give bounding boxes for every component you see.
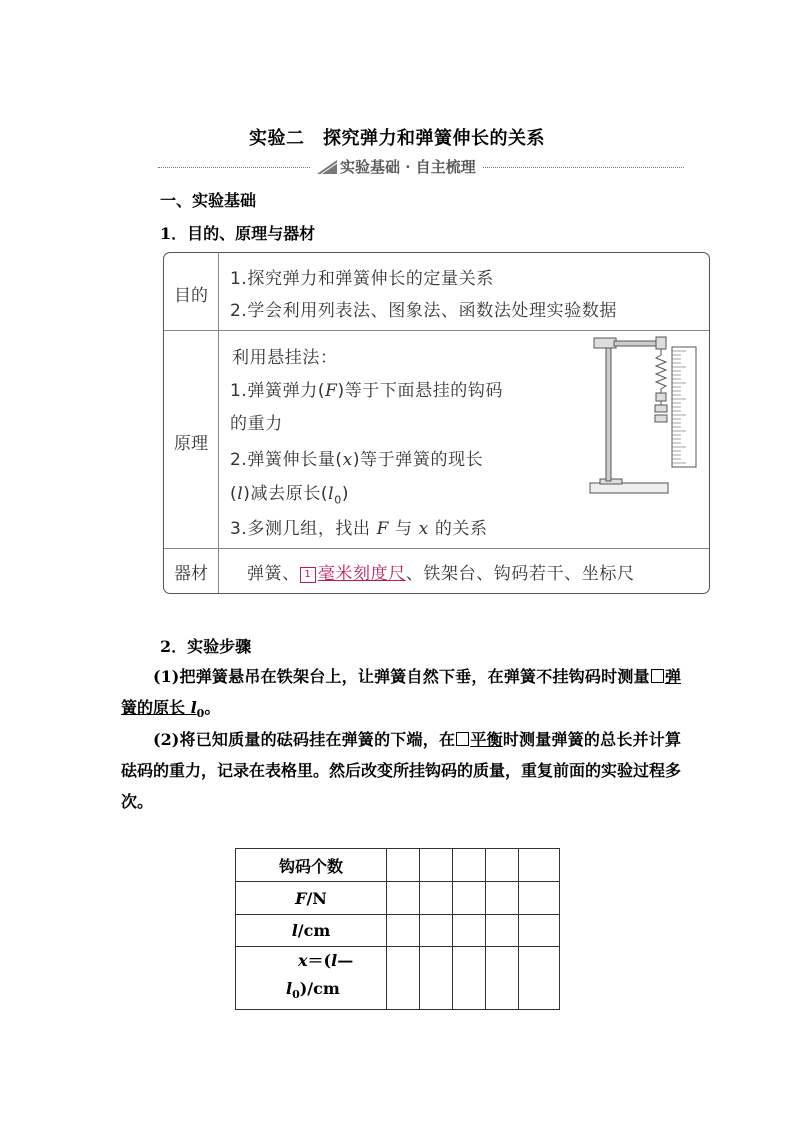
answer-blank — [651, 669, 664, 683]
principle-line-2b: (l)减去原长$(l_0)$ — [230, 484, 350, 507]
wedge-icon — [317, 160, 337, 174]
table-row — [236, 915, 560, 947]
purpose-line-2: 2.学会利用列表法、图象法、函数法处理实验数据 — [230, 301, 618, 321]
spring-apparatus-figure — [586, 335, 698, 499]
principle-line-2: 2.弹簧伸长量(x)等于弹簧的现长 — [230, 450, 484, 470]
page-title: 实验二 探究弹力和弹簧伸长的关系 — [249, 128, 545, 149]
answer-original-length: 弹簧的原长 $l_0$ — [121, 667, 681, 721]
subheading-purpose: 1．目的、原理与器材 — [160, 224, 316, 243]
purpose-line-1: 1.探究弹力和弹簧伸长的定量关系 — [230, 269, 494, 289]
info-table — [163, 252, 710, 594]
row-divider — [164, 330, 709, 331]
principle-line-1b: 的重力 — [230, 414, 283, 434]
answer-ruler: 毫米刻度尺 — [317, 564, 406, 584]
step-1: (1)把弹簧悬吊在铁架台上，让弹簧自然下垂，在弹簧不挂钩码时测量 弹簧的原长 $l_0$。 — [121, 667, 681, 721]
column-divider — [218, 253, 219, 593]
table-row — [236, 947, 560, 1010]
purpose-label: 目的 — [174, 286, 208, 306]
section-banner — [158, 156, 684, 176]
principle-line-3: 3.多测几组，找出 F 与 x 的关系 — [230, 519, 488, 539]
section-heading-steps: 2．实验步骤 — [160, 637, 252, 656]
answer-blank — [456, 732, 469, 746]
step-2: (2)将已知质量的砝码挂在弹簧的下端，在 平衡时测量弹簧的总长并计算砝码的重力，记录在表格里。然后改变所挂钩码的质量，重复前面的实验过程多次。 — [121, 730, 682, 811]
row-label-weights: 钩码个数 — [236, 849, 387, 882]
row-label-force: F/N — [236, 882, 387, 915]
answer-number-box: 1 — [300, 567, 316, 583]
equipment-label: 器材 — [174, 564, 208, 584]
principle-line-1: 1.弹簧弹力(F)等于下面悬挂的钩码 — [230, 381, 504, 401]
row-divider — [164, 548, 709, 549]
section-heading-basics: 一、实验基础 — [160, 191, 257, 210]
table-row — [236, 849, 560, 882]
table-row — [236, 882, 560, 915]
row-label-extension: x＝(l— $l_0)/cm$ — [236, 947, 387, 1010]
data-record-table — [235, 848, 560, 1010]
principle-label: 原理 — [174, 434, 208, 454]
principle-intro: 利用悬挂法： — [232, 348, 338, 368]
banner-text: 实验基础 · 自主梳理 — [340, 158, 476, 176]
row-label-length: l/cm — [236, 915, 387, 947]
equipment-line: 弹簧、 1 毫米刻度尺、铁架台、钩码若干、坐标尺 — [247, 564, 635, 584]
answer-equilibrium: 平衡 — [470, 730, 503, 749]
